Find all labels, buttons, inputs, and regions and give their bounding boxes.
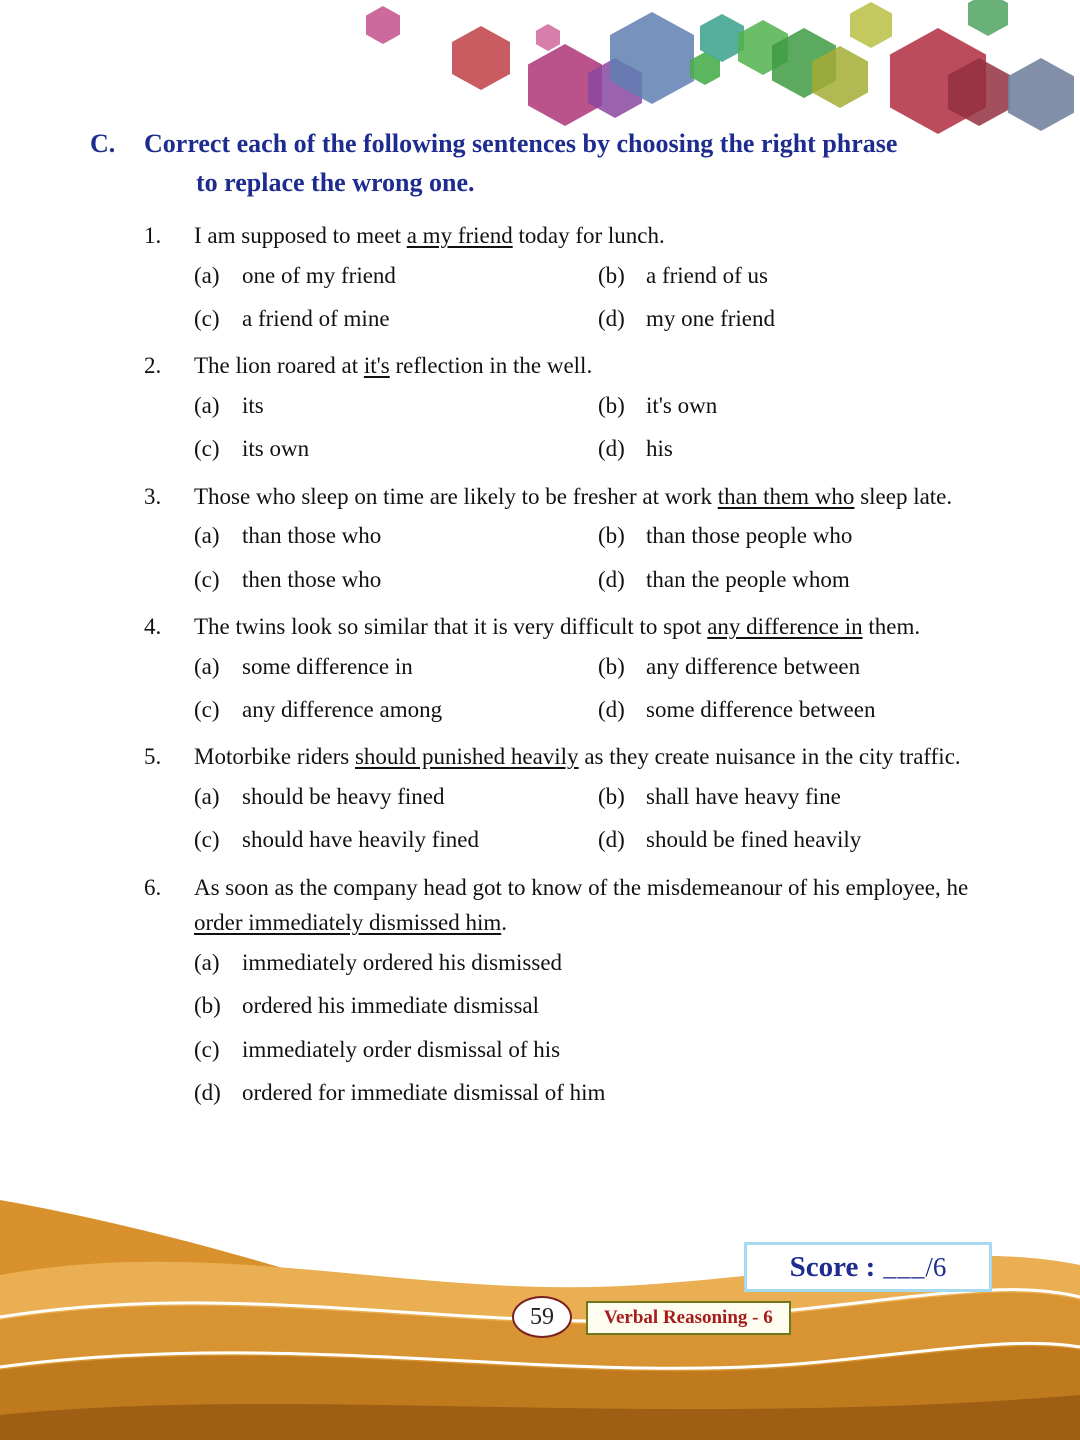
option-text: ordered for immediate dismissal of him bbox=[242, 1079, 606, 1105]
option-label: (c) bbox=[194, 827, 220, 853]
option-label: (a) bbox=[194, 392, 220, 418]
option-d bbox=[598, 818, 1002, 861]
option-text: some difference between bbox=[646, 696, 876, 722]
score-box bbox=[744, 1242, 992, 1292]
hexagon-icon bbox=[968, 0, 1008, 36]
options bbox=[194, 254, 1002, 341]
option-d bbox=[598, 558, 1002, 601]
option-text: his bbox=[646, 436, 673, 462]
option-label: (a) bbox=[194, 653, 220, 679]
option-text: should have heavily fined bbox=[242, 827, 479, 853]
option-b bbox=[598, 254, 1002, 297]
option-text: a friend of us bbox=[646, 262, 768, 288]
option-text: it's own bbox=[646, 392, 718, 418]
option-text: immediately order dismissal of his bbox=[242, 1036, 561, 1062]
sentence-post: . bbox=[501, 910, 508, 936]
option-label: (a) bbox=[194, 783, 220, 809]
option-text: any difference among bbox=[242, 696, 443, 722]
sentence-post: today for lunch. bbox=[512, 223, 665, 248]
option-b bbox=[194, 984, 1002, 1027]
option-text: some difference in bbox=[242, 653, 413, 679]
options bbox=[194, 941, 1002, 1114]
question-1 bbox=[144, 218, 1002, 340]
question-number: 1. bbox=[144, 223, 162, 248]
option-label: (c) bbox=[194, 1036, 220, 1062]
option-label: (c) bbox=[194, 436, 220, 462]
question-sentence bbox=[194, 348, 1002, 384]
sentence-pre: As soon as the company head got to know of the misdemeanour of his employee, he bbox=[194, 874, 969, 900]
option-label: (b) bbox=[194, 993, 221, 1019]
option-text: ordered his immediate dismissal bbox=[242, 993, 540, 1019]
option-label: (c) bbox=[194, 696, 220, 722]
option-b bbox=[598, 775, 1002, 818]
underlined-phrase: it's bbox=[363, 353, 390, 379]
score-total: /6 bbox=[925, 1251, 947, 1282]
option-label: (d) bbox=[598, 436, 625, 462]
hexagon-icon bbox=[366, 6, 400, 44]
option-label: (b) bbox=[598, 262, 625, 288]
section-title-line2: to replace the wrong one. bbox=[196, 168, 475, 197]
option-label: (c) bbox=[194, 305, 220, 331]
footer-badge: Verbal Reasoning - 6 bbox=[586, 1301, 791, 1335]
option-a bbox=[194, 941, 1002, 984]
option-text: my one friend bbox=[646, 305, 776, 331]
option-d bbox=[598, 297, 1002, 340]
option-label: (d) bbox=[194, 1079, 221, 1105]
section-title bbox=[144, 124, 897, 202]
option-text: than those people who bbox=[646, 523, 853, 549]
option-a bbox=[194, 775, 598, 818]
option-c bbox=[194, 1028, 1002, 1071]
score-label: Score : bbox=[789, 1250, 876, 1283]
sentence-post: reflection in the well. bbox=[389, 353, 593, 379]
option-a bbox=[194, 645, 598, 688]
option-c bbox=[194, 297, 598, 340]
option-label: (b) bbox=[598, 392, 625, 418]
option-c bbox=[194, 818, 598, 861]
option-d bbox=[598, 688, 1002, 731]
section-title-line1: Correct each of the following sentences by choosing the right phrase bbox=[144, 129, 898, 158]
option-c bbox=[194, 688, 598, 731]
option-text: than those who bbox=[242, 523, 382, 549]
option-label: (a) bbox=[194, 262, 220, 288]
sentence-post: them. bbox=[862, 613, 921, 639]
page-number-oval bbox=[512, 1296, 572, 1338]
option-text: shall have heavy fine bbox=[646, 783, 841, 809]
option-label: (b) bbox=[598, 523, 625, 549]
option-text: immediately ordered his dismissed bbox=[242, 949, 563, 975]
option-label: (d) bbox=[598, 566, 625, 592]
option-b bbox=[598, 384, 1002, 427]
question-list bbox=[90, 218, 1002, 1114]
option-text: then those who bbox=[242, 566, 382, 592]
underlined-phrase: a my friend bbox=[406, 223, 513, 248]
question-3 bbox=[144, 479, 1002, 601]
page-number: 59 bbox=[530, 1303, 554, 1330]
option-b bbox=[598, 514, 1002, 557]
hexagon-icon bbox=[536, 24, 560, 51]
question-number: 3. bbox=[144, 483, 162, 509]
options bbox=[194, 514, 1002, 601]
question-number: 6. bbox=[144, 874, 162, 900]
option-b bbox=[598, 645, 1002, 688]
sentence-post: sleep late. bbox=[854, 483, 953, 509]
option-a bbox=[194, 384, 598, 427]
option-d bbox=[598, 427, 1002, 470]
question-sentence bbox=[194, 479, 1002, 515]
underlined-phrase: should punished heavily bbox=[354, 744, 579, 770]
option-text: its own bbox=[242, 436, 310, 462]
question-sentence bbox=[194, 609, 1002, 645]
sentence-pre: Motorbike riders bbox=[194, 744, 355, 770]
underlined-phrase: order immediately dismissed him bbox=[194, 910, 502, 936]
hexagon-icon bbox=[850, 2, 892, 48]
option-label: (a) bbox=[194, 949, 220, 975]
option-a bbox=[194, 514, 598, 557]
underlined-phrase: any difference in bbox=[707, 613, 863, 639]
options bbox=[194, 384, 1002, 471]
option-text: its bbox=[242, 392, 264, 418]
options bbox=[194, 645, 1002, 732]
option-d bbox=[194, 1071, 1002, 1114]
section-heading bbox=[90, 124, 1002, 202]
option-label: (a) bbox=[194, 523, 220, 549]
hexagon-icon bbox=[1008, 58, 1074, 131]
option-label: (d) bbox=[598, 305, 625, 331]
exercise-page bbox=[90, 124, 1002, 1122]
sentence-post: as they create nuisance in the city traffic. bbox=[578, 744, 961, 770]
option-label: (d) bbox=[598, 696, 625, 722]
question-sentence bbox=[194, 739, 1002, 775]
option-c bbox=[194, 558, 598, 601]
options bbox=[194, 775, 1002, 862]
option-label: (b) bbox=[598, 783, 625, 809]
question-sentence bbox=[194, 218, 1002, 254]
option-label: (d) bbox=[598, 827, 625, 853]
sentence-pre: The twins look so similar that it is very difficult to spot bbox=[194, 613, 708, 639]
option-text: than the people whom bbox=[646, 566, 850, 592]
option-text: should be fined heavily bbox=[646, 827, 862, 853]
option-c bbox=[194, 427, 598, 470]
question-number: 2. bbox=[144, 353, 162, 379]
underlined-phrase: than them who bbox=[717, 483, 855, 509]
option-label: (b) bbox=[598, 653, 625, 679]
question-2 bbox=[144, 348, 1002, 470]
question-6 bbox=[144, 870, 1002, 1115]
sentence-pre: I am supposed to meet bbox=[194, 223, 407, 248]
option-a bbox=[194, 254, 598, 297]
section-label: C. bbox=[90, 129, 116, 158]
sentence-pre: Those who sleep on time are likely to be fresher at work bbox=[194, 483, 718, 509]
score-blank: ___ bbox=[883, 1252, 926, 1281]
option-text: should be heavy fined bbox=[242, 783, 445, 809]
question-number: 4. bbox=[144, 613, 162, 639]
sentence-pre: The lion roared at bbox=[194, 353, 364, 379]
option-text: any difference between bbox=[646, 653, 861, 679]
hexagon-icon bbox=[452, 26, 510, 90]
question-5 bbox=[144, 739, 1002, 861]
option-text: one of my friend bbox=[242, 262, 396, 288]
question-4 bbox=[144, 609, 1002, 731]
option-text: a friend of mine bbox=[242, 305, 390, 331]
question-sentence bbox=[194, 870, 1002, 941]
question-number: 5. bbox=[144, 744, 162, 770]
option-label: (c) bbox=[194, 566, 220, 592]
